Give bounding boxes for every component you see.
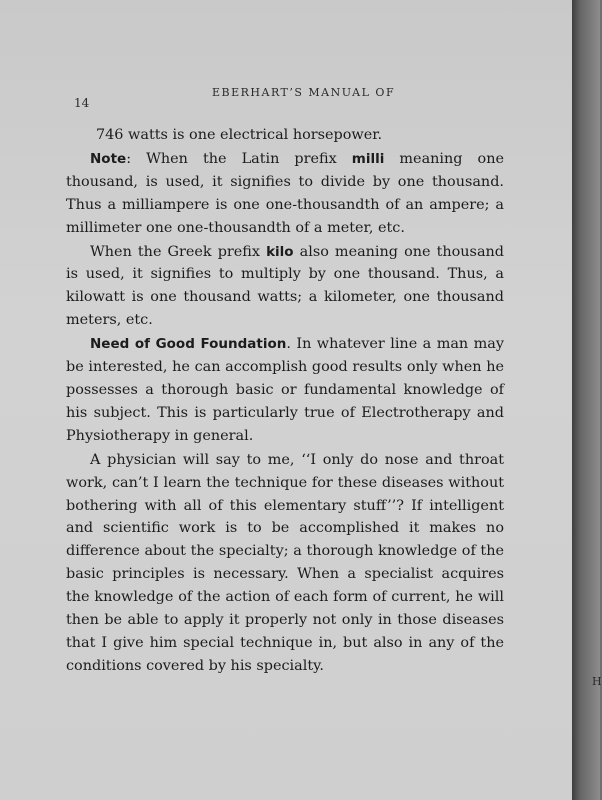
paragraph-good-foundation (66, 333, 504, 448)
paragraph-physician (66, 449, 504, 678)
paragraph-text: : When the Latin prefix (126, 150, 352, 167)
running-head-title: EBERHART’S MANUAL OF (212, 86, 396, 99)
paragraph-kilo (66, 241, 504, 333)
paragraph-text: meaning one thousand, is used, it signifies to divide by one thousand. Thus a milliampere is one one-thousandth of an ampere; a millimeter one one-thousandth of a meter, etc. (66, 150, 504, 236)
term-milli: milli (351, 150, 385, 167)
paragraph-text: also meaning one thousand is used, it signifies to multiply by one thousand. Thus, a kilowatt is one thousand watts; a kilometer, one thousand meters, etc. (66, 243, 504, 329)
adjacent-page-edge (572, 0, 600, 800)
paragraph-text: 746 watts is one electrical horsepower. (96, 127, 383, 143)
term-kilo: kilo (266, 243, 294, 260)
paragraph-horsepower (66, 124, 504, 147)
paragraph-note-milli (66, 148, 504, 240)
paragraph-text: . In whatever line a man may be interested, he can accomplish good results only when he possesses a thorough basic or fundamental knowledge of his subject. This is particularly true of Electrotherapy and Physiotherapy in general. (66, 336, 504, 444)
section-heading: Need of Good Foundation (90, 336, 287, 353)
paragraph-text: When the Greek prefix (90, 243, 267, 260)
note-label: Note (90, 150, 127, 167)
adjacent-page-letter: H (592, 675, 602, 688)
page-number: 14 (74, 96, 90, 110)
paragraph-text: A physician will say to me, ‘‘I only do nose and throat work, can’t I learn the technique for these diseases without bothering with all of this elementary stuff’’? If intelligent and scientific work is to be accomplished it makes no difference about the specialty; a thorough knowledge of the basic principles is necessary. When a specialist acquires the knowledge of the action of each form of current, he will then be able to apply it properly not only in those diseases that I give him special technique in, but also in any of the conditions covered by his specialty. (66, 451, 504, 674)
text-body (66, 124, 504, 679)
